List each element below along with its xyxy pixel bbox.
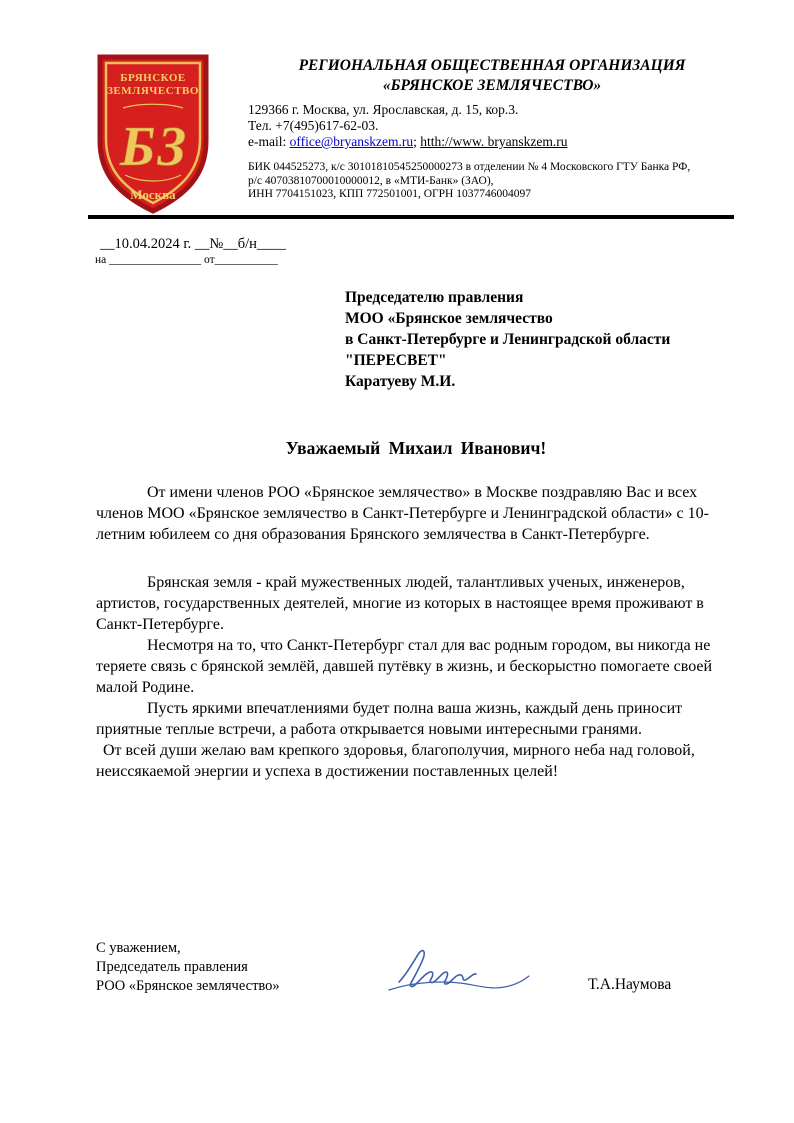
addressee-block <box>345 287 755 392</box>
signer-name: Т.А.Наумова <box>588 976 672 993</box>
letterhead-divider <box>88 215 734 219</box>
org-title-line2: «БРЯНСКОЕ ЗЕМЛЯЧЕСТВО» <box>382 77 602 94</box>
addressee-line: МОО «Брянское землячество <box>345 310 553 327</box>
addressee-line: Председателю правления <box>345 289 524 306</box>
addressee-line: "ПЕРЕСВЕТ" <box>345 352 447 369</box>
signature-stroke-1 <box>399 951 476 987</box>
contact-block <box>248 102 736 150</box>
date-number-line: __10.04.2024 г. __№__б/н____ <box>100 236 286 252</box>
letter-body <box>96 482 737 782</box>
bank-line3: ИНН 7704151023, КПП 772501001, ОГРН 1037746004097 <box>248 188 531 200</box>
org-address: 129366 г. Москва, ул. Ярославская, д. 15, кор.3. <box>248 102 519 117</box>
body-paragraph: Брянская земля - край мужественных людей, талантливых ученых, инженеров, артистов, государственных деятелей, многие из которых в настоящее время проживают в Санкт-Петербурге. <box>96 574 704 633</box>
signature-regards: С уважением, <box>96 940 181 956</box>
body-paragraph: Пусть яркими впечатлениями будет полна ваша жизнь, каждый день приносит приятные теплые встречи, а работа открывается новыми интересными гранями. <box>96 700 683 738</box>
addressee-line: Каратуеву М.И. <box>345 373 456 390</box>
logo-city: Москва <box>130 187 176 202</box>
body-paragraph: От имени членов РОО «Брянское землячество» в Москве поздравляю Вас и всех членов МОО «Брянское землячество в Санкт-Петербурге и Ленинградской области» с 10-летним юбилеем со дня образования Брянского землячества в Санкт-Петербурге. <box>96 484 709 543</box>
logo-monogram: БЗ <box>119 116 187 178</box>
org-email-line <box>248 134 736 150</box>
body-paragraph: От всей души желаю вам крепкого здоровья, благополучия, мирного неба над головой, неиссякаемой энергии и успеха в достижении поставленных целей! <box>96 742 695 780</box>
addressee-line: в Санкт-Петербурге и Ленинградской области <box>345 331 671 348</box>
org-logo <box>93 53 213 217</box>
letterhead <box>248 56 736 202</box>
signature-stroke-2 <box>389 976 529 990</box>
body-paragraph: Несмотря на то, что Санкт-Петербург стал для вас родным городом, вы никогда не теряете связь с брянской землёй, давшей путёвку в жизнь, и бескорыстно помогаете своей малой Родине. <box>96 637 713 696</box>
bank-line2: р/с 40703810700010000012, в «МТИ-Банк» (ЗАО), <box>248 174 494 187</box>
signature-title-line2: РОО «Брянское землячество» <box>96 978 280 994</box>
reply-reference-line: на ________________ от___________ <box>95 254 278 266</box>
org-phone: Тел. +7(495)617-62-03. <box>248 118 379 133</box>
logo-org-name-line1: БРЯНСКОЕ <box>120 72 186 84</box>
email-separator: ; <box>413 134 421 149</box>
bank-line1: БИК 044525273, к/с 30101810545250000273 в отделении № 4 Московского ГТУ Банка РФ, <box>248 161 691 173</box>
org-title-line1: РЕГИОНАЛЬНАЯ ОБЩЕСТВЕННАЯ ОРГАНИЗАЦИЯ <box>298 57 686 74</box>
handwritten-signature <box>383 946 533 1001</box>
bank-details <box>248 161 736 202</box>
salutation: Уважаемый Михаил Иванович! <box>285 438 547 458</box>
shield-emblem-icon <box>93 53 213 217</box>
signature-ink-icon <box>383 946 533 1001</box>
signature-block <box>96 939 280 996</box>
email-link[interactable]: office@bryanskzem.ru <box>289 134 414 149</box>
email-label: e-mail: <box>248 134 290 149</box>
signature-title-line1: Председатель правления <box>96 959 248 975</box>
logo-org-name-line2: ЗЕМЛЯЧЕСТВО <box>107 85 199 97</box>
website-link[interactable]: htth://www. bryanskzem.ru <box>420 134 568 149</box>
